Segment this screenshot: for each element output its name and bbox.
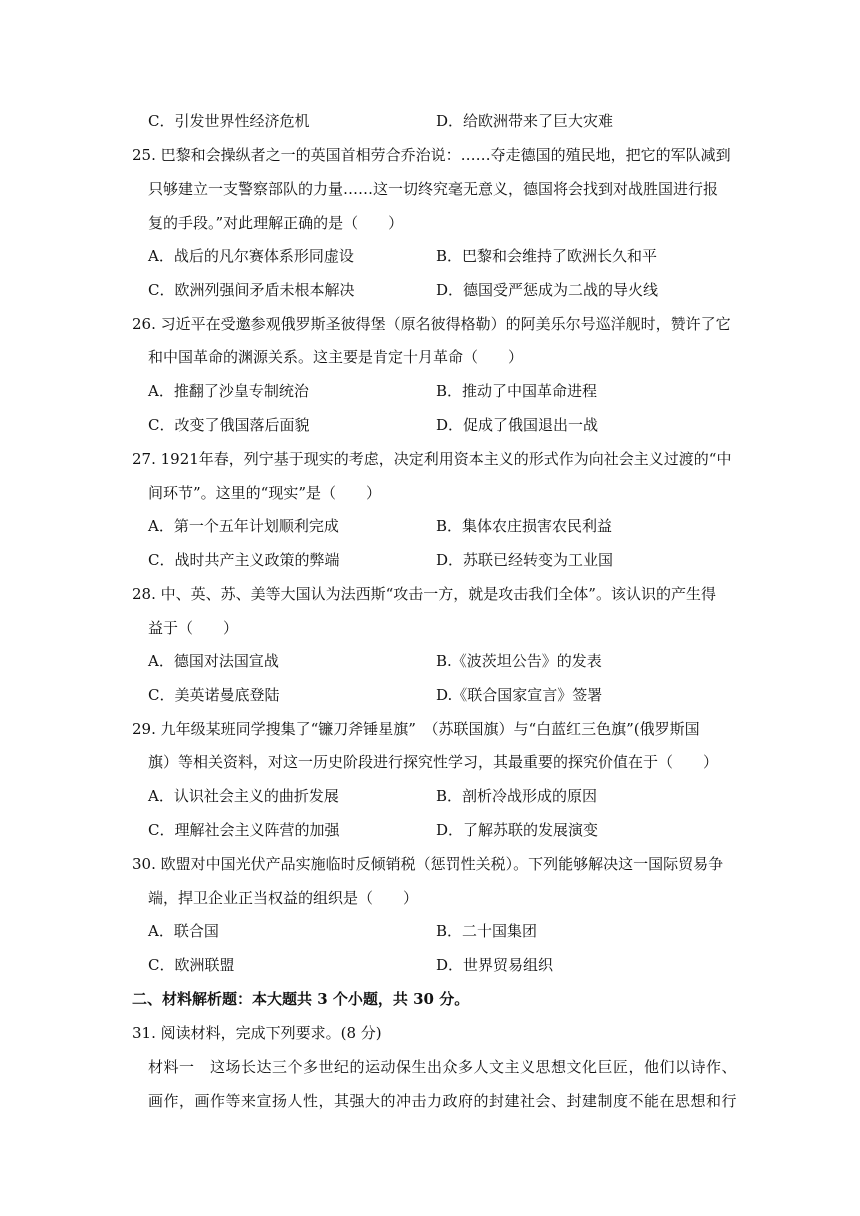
- q26-option-b: B．推动了中国革命进程: [436, 382, 598, 400]
- q26-stem-line-1: 26. 习近平在受邀参观俄罗斯圣彼得堡（原名彼得格勒）的阿美乐尔号巡洋舰时，赞许了它: [132, 315, 731, 333]
- q25-stem-line-3: 复的手段。”对此理解正确的是（ ）: [148, 214, 404, 232]
- q27-option-c: C．战时共产主义政策的弊端: [148, 551, 340, 569]
- q31-material-line-1: 材料一 这场长达三个多世纪的运动保生出众多人文主义思想文化巨匠，他们以诗作、: [148, 1058, 738, 1076]
- q29-stem-line-2: 旗）等相关资料，对这一历史阶段进行探究性学习，其最重要的探究价值在于（ ）: [148, 753, 719, 771]
- q28-stem-line-1: 28. 中、英、苏、美等大国认为法西斯“攻击一方，就是攻击我们全体”。该认识的产生得: [132, 585, 716, 603]
- q28-option-c: C．美英诺曼底登陆: [148, 686, 280, 704]
- q28-option-a: A．德国对法国宣战: [148, 652, 279, 670]
- q27-stem-line-2: 间环节”。这里的“现实”是（ ）: [148, 484, 382, 502]
- q27-option-d: D．苏联已经转变为工业国: [436, 551, 614, 569]
- q30-option-c: C．欧洲联盟: [148, 956, 235, 974]
- q30-option-a: A．联合国: [148, 922, 219, 940]
- q25-option-a: A．战后的凡尔赛体系形同虚设: [148, 247, 354, 265]
- q29-option-b: B．剖析冷战形成的原因: [436, 787, 598, 805]
- q25-option-c: C．欧洲列强间矛盾未根本解决: [148, 281, 355, 299]
- q30-option-d: D．世界贸易组织: [436, 956, 554, 974]
- q29-option-c: C．理解社会主义阵营的加强: [148, 821, 340, 839]
- q29-option-d: D．了解苏联的发展演变: [436, 821, 599, 839]
- q29-stem-line-1: 29. 九年级某班同学搜集了“镰刀斧锤星旗” （苏联国旗）与“白蓝红三色旗”(俄罗斯国: [132, 720, 700, 738]
- q25-option-d: D．德国受严惩成为二战的导火线: [436, 281, 659, 299]
- q27-option-a: A．第一个五年计划顺利完成: [148, 517, 339, 535]
- q30-stem-line-2: 端，捍卫企业正当权益的组织是（ ）: [148, 889, 419, 907]
- q30-stem-line-1: 30. 欧盟对中国光伏产品实施临时反倾销税（惩罚性关税）。下列能够解决这一国际贸易争: [132, 855, 724, 873]
- q24-option-d: D．给欧洲带来了巨大灾难: [436, 112, 614, 130]
- q26-option-d: D．促成了俄国退出一战: [436, 416, 599, 434]
- q31-material-line-2: 画作，画作等来宣扬人性，其强大的冲击力政府的封建社会、封建制度不能在思想和行: [148, 1092, 738, 1110]
- q26-option-a: A．推翻了沙皇专制统治: [148, 382, 309, 400]
- q31-stem: 31. 阅读材料，完成下列要求。(8 分): [132, 1024, 382, 1042]
- q29-option-a: A．认识社会主义的曲折发展: [148, 787, 339, 805]
- q27-option-b: B．集体农庄损害农民利益: [436, 517, 613, 535]
- q25-option-b: B．巴黎和会维持了欧洲长久和平: [436, 247, 658, 265]
- q28-option-d: D.《联合国家宣言》签署: [436, 686, 603, 704]
- q25-stem-line-1: 25. 巴黎和会操纵者之一的英国首相劳合乔治说：……夺走德国的殖民地，把它的军队减到: [132, 146, 731, 164]
- q28-option-b: B.《波茨坦公告》的发表: [436, 652, 602, 670]
- q30-option-b: B．二十国集团: [436, 922, 538, 940]
- q24-option-c: C．引发世界性经济危机: [148, 112, 310, 130]
- q26-stem-line-2: 和中国革命的渊源关系。这主要是肯定十月革命（ ）: [148, 348, 524, 366]
- q27-stem-line-1: 27. 1921年春，列宁基于现实的考虑，决定利用资本主义的形式作为向社会主义过渡的“中: [132, 450, 732, 468]
- q26-option-c: C．改变了俄国落后面貌: [148, 416, 310, 434]
- section-2-heading: 二、材料解析题：本大题共 3 个小题，共 30 分。: [132, 990, 470, 1008]
- q25-stem-line-2: 只够建立一支警察部队的力量……这一切终究毫无意义，德国将会找到对战胜国进行报: [148, 180, 719, 198]
- q28-stem-line-2: 益于（ ）: [148, 619, 239, 637]
